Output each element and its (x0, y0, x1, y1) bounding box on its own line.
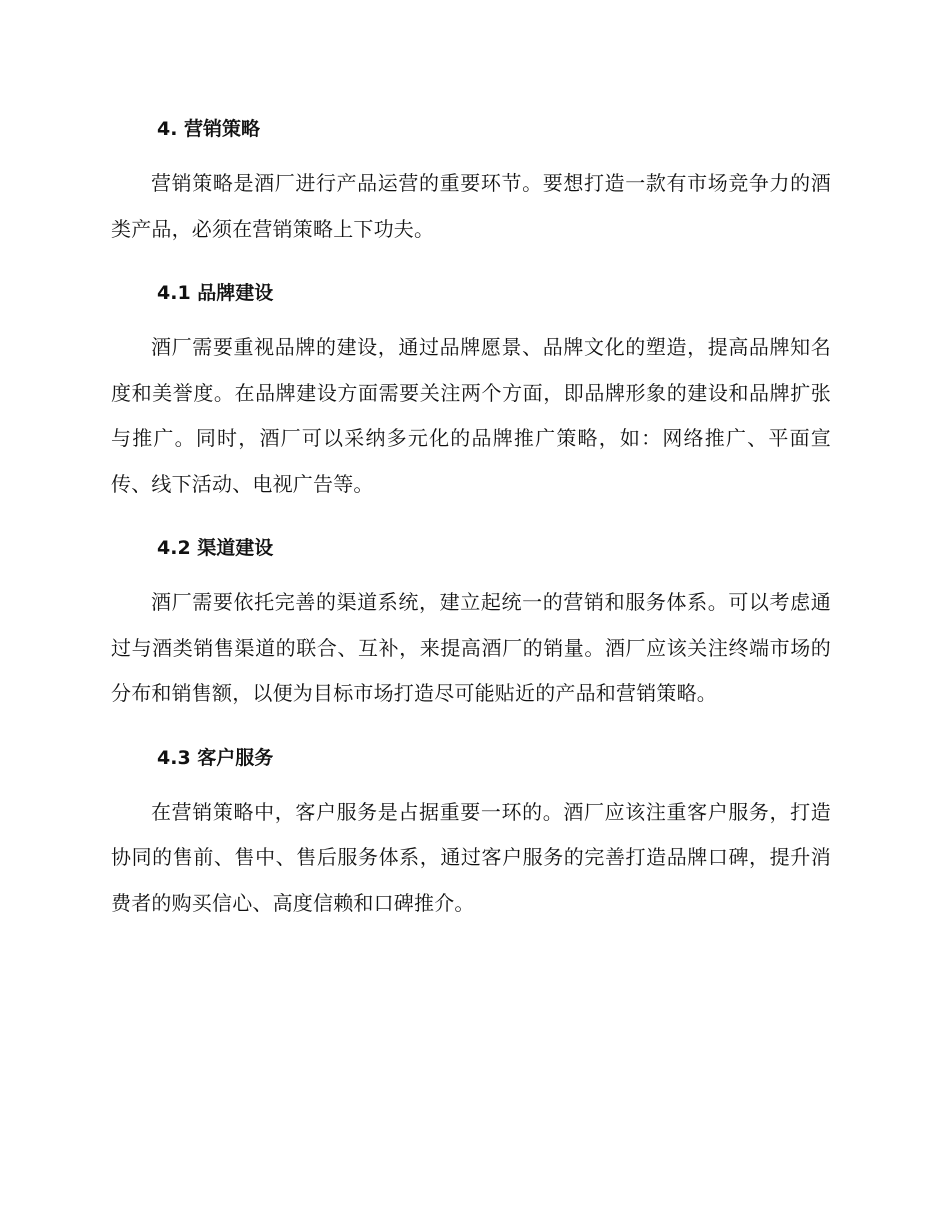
section-heading-marketing-strategy: 4. 营销策略 (157, 118, 261, 140)
section-heading-customer-service: 4.3 客户服务 (157, 746, 274, 769)
paragraph-customer-service: 在营销策略中，客户服务是占据重要一环的。酒厂应该注重客户服务，打造协同的售前、售中、售后服务体系，通过客户服务的完善打造品牌口碑，提升消费者的购买信心、高度信赖和口碑推介。 (111, 799, 831, 915)
paragraph-marketing-strategy: 营销策略是酒厂进行产品运营的重要环节。要想打造一款有市场竞争力的酒类产品，必须在营销策略上下功夫。 (111, 171, 831, 241)
paragraph-brand-building: 酒厂需要重视品牌的建设，通过品牌愿景、品牌文化的塑造，提高品牌知名度和美誉度。在品牌建设方面需要关注两个方面，即品牌形象的建设和品牌扩张与推广。同时，酒厂可以采纳多元化的品牌推广策略，如：网络推广、平面宣传、线下活动、电视广告等。 (111, 335, 831, 496)
paragraph-channel-building: 酒厂需要依托完善的渠道系统，建立起统一的营销和服务体系。可以考虑通过与酒类销售渠道的联合、互补，来提高酒厂的销量。酒厂应该关注终端市场的分布和销售额，以便为目标市场打造尽可能贴近的产品和营销策略。 (111, 590, 831, 705)
section-heading-brand-building: 4.1 品牌建设 (157, 282, 274, 304)
document-page (111, 110, 831, 948)
section-heading-channel-building: 4.2 渠道建设 (157, 537, 274, 559)
